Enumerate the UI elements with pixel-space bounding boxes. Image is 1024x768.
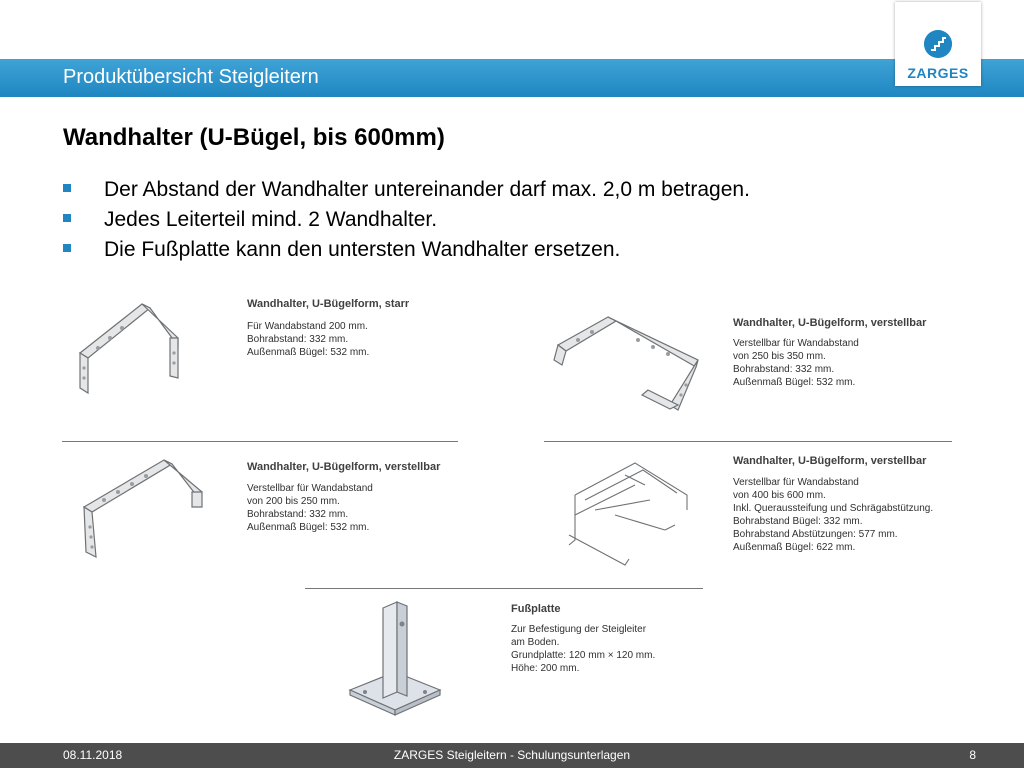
product-title: Wandhalter, U-Bügelform, verstellbar [247,461,441,473]
product-title: Wandhalter, U-Bügelform, verstellbar [733,455,927,467]
bullet-text: Jedes Leiterteil mind. 2 Wandhalter. [104,208,438,231]
product-line: Außenmaß Bügel: 532 mm. [247,522,370,533]
product-line: Außenmaß Bügel: 532 mm. [247,347,370,358]
product-title: Wandhalter, U-Bügelform, verstellbar [733,317,927,329]
bullet-marker [63,184,71,192]
product-line: Verstellbar für Wandabstand [247,483,373,494]
bullet-text: Die Fußplatte kann den untersten Wandhalter ersetzen. [104,238,621,261]
header-title: Produktübersicht Steigleitern [63,66,319,88]
bullet-item [63,178,963,208]
product-line: Inkl. Queraussteifung und Schrägabstützung. [733,503,934,514]
product-line: von 400 bis 600 mm. [733,490,826,501]
product-line: Außenmaß Bügel: 532 mm. [733,377,856,388]
product-line: Verstellbar für Wandabstand [733,338,859,349]
bullet-marker [63,244,71,252]
product-line: Verstellbar für Wandabstand [733,477,859,488]
bullet-item [63,208,963,238]
product-line: von 200 bis 250 mm. [247,496,340,507]
bullet-item [63,238,963,268]
product-title: Fußplatte [511,603,561,615]
product-line: Grundplatte: 120 mm × 120 mm. [511,650,656,661]
u-bracket-adjustable-250-350-image [548,305,708,415]
zarges-logo [895,2,981,86]
foot-plate-image [345,600,445,725]
product-line: Bohrabstand: 332 mm. [247,334,349,345]
product-title: Wandhalter, U-Bügelform, starr [247,298,410,310]
product-line: Bohrabstand: 332 mm. [247,509,349,520]
footer-center-text: ZARGES Steigleitern - Schulungsunterlagen [393,748,631,762]
stairs-logo-icon [924,30,952,58]
footer-bar [0,743,1024,768]
divider [544,441,952,442]
product-line: am Boden. [511,637,560,648]
u-bracket-adjustable-200-250-image [72,452,212,567]
divider [305,588,703,589]
slide-title: Wandhalter (U-Bügel, bis 600mm) [63,124,445,151]
product-line: Bohrabstand Abstützungen: 577 mm. [733,529,898,540]
divider [62,441,458,442]
footer-date: 08.11.2018 [63,748,123,762]
product-line: von 250 bis 350 mm. [733,351,826,362]
logo-text: ZARGES [907,65,969,81]
u-bracket-braced-image [555,455,695,575]
bullet-text: Der Abstand der Wandhalter untereinander darf max. 2,0 m betragen. [104,178,750,201]
page-number: 8 [969,748,976,762]
bullet-list [63,178,963,268]
product-line: Zur Befestigung der Steigleiter [511,624,647,635]
bullet-marker [63,214,71,222]
u-bracket-rigid-image [70,298,190,403]
product-line: Bohrabstand: 332 mm. [733,364,835,375]
product-line: Höhe: 200 mm. [511,663,580,674]
product-line: Für Wandabstand 200 mm. [247,321,368,332]
product-line: Bohrabstand Bügel: 332 mm. [733,516,863,527]
product-line: Außenmaß Bügel: 622 mm. [733,542,856,553]
